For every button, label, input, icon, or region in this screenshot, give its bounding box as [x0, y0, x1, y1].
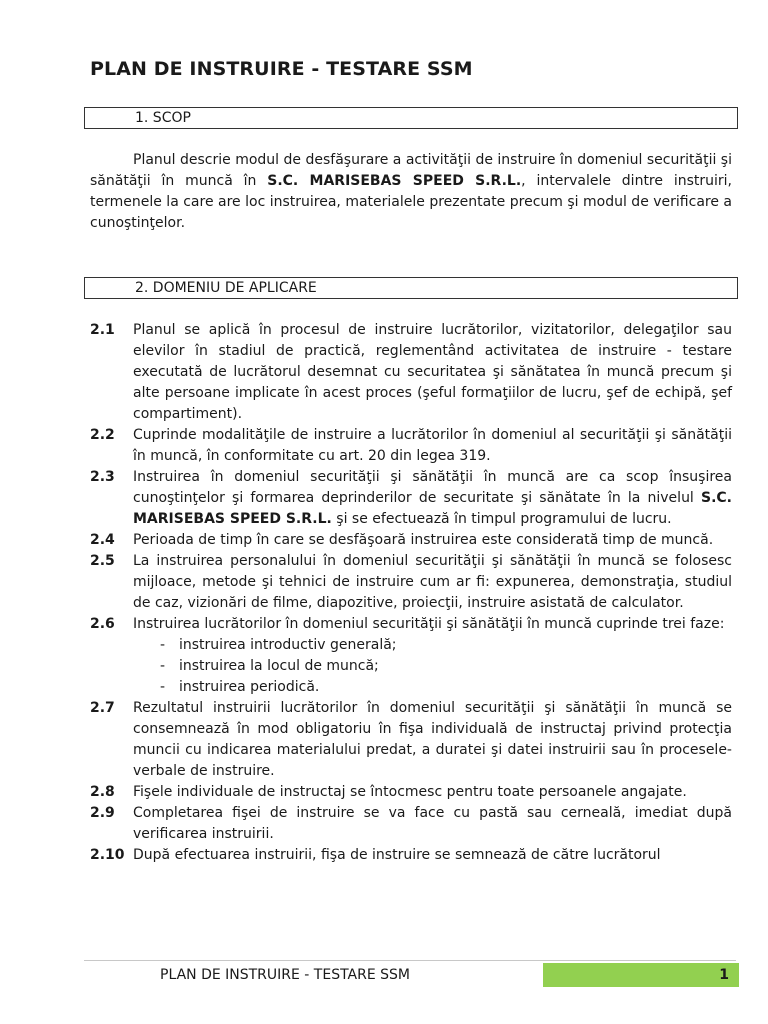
item-text: Planul se aplică în procesul de instruire lucrătorilor, vizitatorilor, delegaţilor sau elevilor în stadiul de practică, reglementând activitatea de instruire - testare executată de lucrătorul desemnat cu securitatea şi sănătatea în muncă precum şi alte persoane implicate în acest proces (şeful formaţiilor de lucru, şef de echipă, şef compartiment).	[133, 322, 732, 422]
scope-items-list	[90, 320, 732, 866]
list-item	[90, 845, 732, 866]
item-text: Cuprinde modalităţile de instruire a lucrătorilor în domeniul al securităţii şi sănătăţii în muncă, în conformitate cu art. 20 din legea 319.	[133, 427, 732, 464]
phase-item: - instruirea la locul de muncă;	[160, 656, 732, 677]
item-text-after: şi se efectuează în timpul programului de lucru.	[331, 511, 672, 527]
item-text: La instruirea personalului în domeniul securităţii şi sănătăţii în muncă se folosesc mijloace, metode şi tehnici de instruire cum ar fi: expunerea, demonstraţia, studiul de caz, vizionări de filme, diapozitive, proiecţii, instruire asistată de calculator.	[133, 553, 732, 611]
item-number: 2.7	[90, 700, 115, 716]
list-item	[90, 467, 732, 530]
item-text	[133, 467, 732, 530]
item-number: 2.9	[90, 805, 115, 821]
list-item	[90, 530, 732, 551]
phase-list	[90, 635, 732, 698]
item-text: Instruirea lucrătorilor în domeniul securităţii şi sănătăţii în muncă cuprinde trei faze:	[133, 616, 725, 632]
footer-divider	[84, 960, 736, 961]
list-item	[90, 320, 732, 425]
item-text: Fişele individuale de instructaj se întocmesc pentru toate persoanele angajate.	[133, 784, 687, 800]
item-text: Perioada de timp în care se desfăşoară instruirea este considerată timp de muncă.	[133, 532, 714, 548]
item-number: 2.10	[90, 847, 125, 863]
scope-paragraph	[90, 150, 732, 234]
page-title: PLAN DE INSTRUIRE - TESTARE SSM	[90, 58, 473, 80]
item-text-before: Instruirea în domeniul securităţii şi sănătăţii în muncă are ca scop însuşirea cunoştinţelor şi formarea deprinderilor de securitate şi sănătate în la nivelul	[133, 469, 732, 506]
list-item	[90, 551, 732, 614]
phase-item: - instruirea introductiv generală;	[160, 635, 732, 656]
phase-item: - instruirea periodică.	[160, 677, 732, 698]
list-item	[90, 698, 732, 782]
section-heading-scop	[84, 107, 738, 129]
scope-text-after: , intervalele dintre instruiri, termenele la care are loc instruirea, materialele prezentate precum şi modul de verificare a cunoştinţelor.	[90, 173, 733, 231]
list-item	[90, 425, 732, 467]
item-number: 2.1	[90, 322, 115, 338]
list-item	[90, 803, 732, 845]
list-item	[90, 782, 732, 803]
section-heading-label: 1. SCOP	[135, 110, 191, 126]
item-number: 2.8	[90, 784, 115, 800]
item-text: După efectuarea instruirii, fişa de instruire se semnează de către lucrătorul	[133, 847, 661, 863]
footer-title: PLAN DE INSTRUIRE - TESTARE SSM	[160, 967, 411, 983]
item-number: 2.6	[90, 616, 115, 632]
section-heading-label: 2. DOMENIU DE APLICARE	[135, 280, 317, 296]
item-number: 2.5	[90, 553, 115, 569]
item-number: 2.3	[90, 469, 115, 485]
scope-text-before: Planul descrie modul de desfăşurare a activităţii de instruire în domeniul securităţii şi sănătăţii în muncă în	[90, 152, 732, 189]
item-text: Rezultatul instruirii lucrătorilor în domeniul securităţii şi sănătăţii în muncă se consemnează în mod obligatoriu în fişa individuală de instructaj privind protecţia muncii cu indicarea materialului predat, a duratei şi datei instruirii sau în procesele-verbale de instruire.	[133, 700, 732, 779]
item-number: 2.2	[90, 427, 115, 443]
item-text: Completarea fişei de instruire se va face cu pastă sau cerneală, imediat după verificarea instruirii.	[133, 805, 732, 842]
page-number: 1	[543, 963, 739, 987]
section-heading-domeniu	[84, 277, 738, 299]
company-name: S.C. MARISEBAS SPEED S.R.L.	[267, 173, 522, 189]
list-item	[90, 614, 732, 698]
company-name: S.C. MARISEBAS SPEED S.R.L.	[133, 490, 732, 527]
item-number: 2.4	[90, 532, 115, 548]
